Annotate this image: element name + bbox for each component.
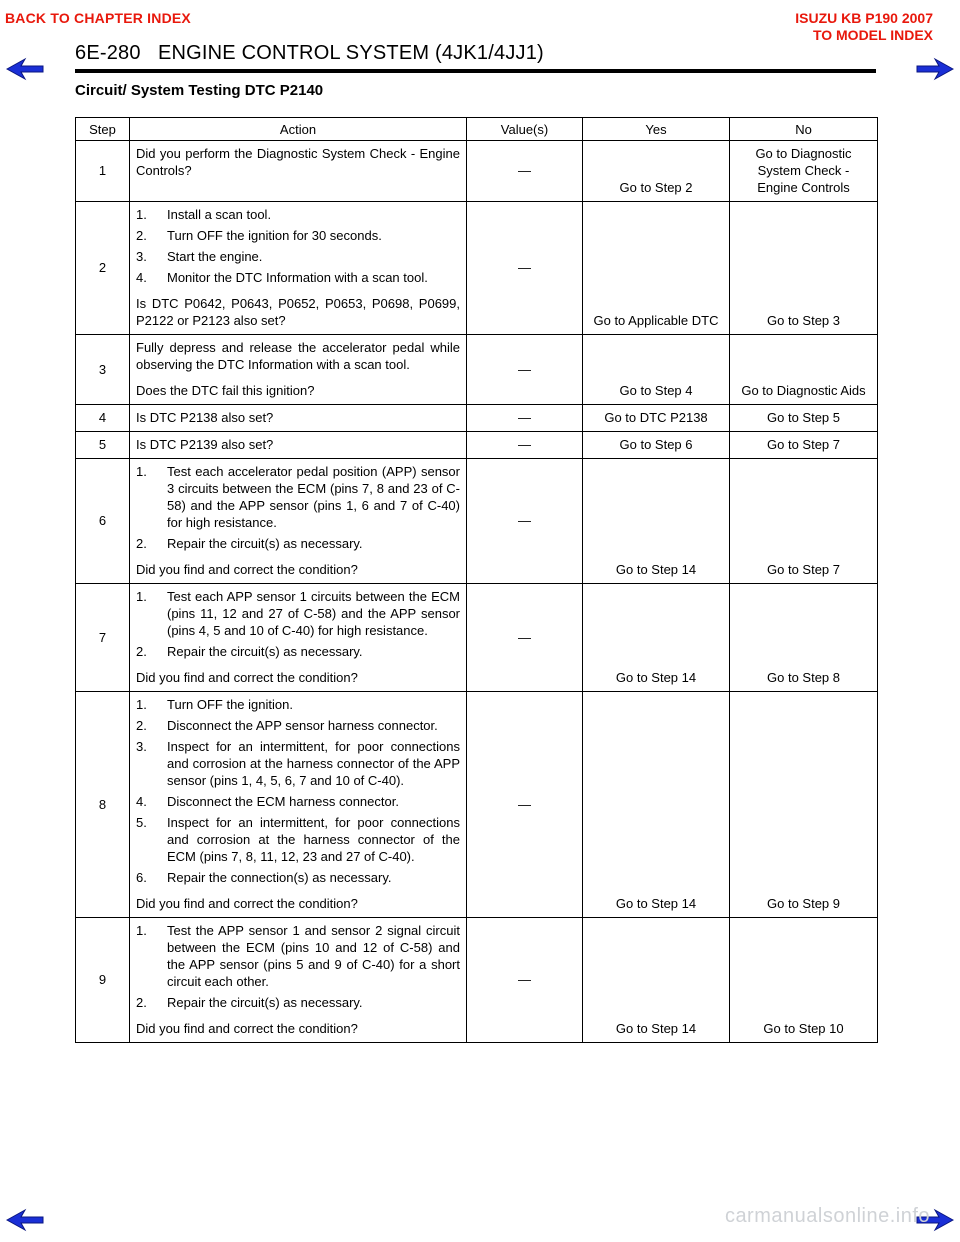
yes-cell: Go to DTC P2138 <box>583 405 730 432</box>
value-cell: — <box>467 405 583 432</box>
yes-cell: Go to Step 14 <box>583 918 730 1043</box>
column-header-yes: Yes <box>583 118 730 141</box>
list-item: 2. Disconnect the APP sensor harness connector. <box>136 718 438 733</box>
action-list <box>136 206 460 286</box>
no-cell: Go to Diagnostic System Check - Engine Controls <box>730 141 878 202</box>
yes-cell: Go to Step 6 <box>583 432 730 459</box>
step-number: 2 <box>76 202 130 335</box>
no-cell: Go to Step 3 <box>730 202 878 335</box>
step-number: 5 <box>76 432 130 459</box>
value-cell: — <box>467 692 583 918</box>
step-number: 7 <box>76 584 130 692</box>
yes-cell: Go to Step 4 <box>583 335 730 405</box>
section-title: Circuit/ System Testing DTC P2140 <box>75 82 324 99</box>
previous-page-arrow-icon[interactable] <box>5 56 45 82</box>
list-item: 1. Test the APP sensor 1 and sensor 2 signal circuit between the ECM (pins 10 and 12 of C-58) and the APP sensor (pins 5 and 9 of C-40) for a short circuit each other. <box>136 923 460 989</box>
list-item: 1. Turn OFF the ignition. <box>136 697 293 712</box>
column-header-values: Value(s) <box>467 118 583 141</box>
column-header-action: Action <box>130 118 467 141</box>
no-cell: Go to Step 10 <box>730 918 878 1043</box>
list-item: 6. Repair the connection(s) as necessary. <box>136 870 392 885</box>
table-row <box>76 335 878 405</box>
action-list <box>136 463 460 552</box>
value-cell: — <box>467 459 583 584</box>
table-row <box>76 432 878 459</box>
action-list <box>136 922 460 1011</box>
action-cell <box>130 141 467 202</box>
action-cell <box>130 459 467 584</box>
list-item: 2. Repair the circuit(s) as necessary. <box>136 536 363 551</box>
action-question: Did you find and correct the condition? <box>136 896 358 911</box>
no-cell: Go to Diagnostic Aids <box>730 335 878 405</box>
step-number: 3 <box>76 335 130 405</box>
table-row <box>76 692 878 918</box>
action-question: Does the DTC fail this ignition? <box>136 383 315 398</box>
to-model-index-link[interactable]: TO MODEL INDEX <box>812 27 933 43</box>
list-item: 2. Repair the circuit(s) as necessary. <box>136 644 363 659</box>
action-cell <box>130 584 467 692</box>
value-cell: — <box>467 141 583 202</box>
action-cell <box>130 432 467 459</box>
table-row <box>76 584 878 692</box>
table-row <box>76 202 878 335</box>
list-item: 4. Monitor the DTC Information with a scan tool. <box>136 270 428 285</box>
previous-page-arrow-bottom-icon[interactable] <box>5 1207 45 1233</box>
step-number: 1 <box>76 141 130 202</box>
action-question: Did you find and correct the condition? <box>136 1021 358 1036</box>
step-number: 8 <box>76 692 130 918</box>
action-cell <box>130 692 467 918</box>
next-page-arrow-icon[interactable] <box>915 56 955 82</box>
list-item: 2. Repair the circuit(s) as necessary. <box>136 995 363 1010</box>
table-row <box>76 141 878 202</box>
list-item: 1. Test each APP sensor 1 circuits between the ECM (pins 11, 12 and 27 of C-58) and the APP sensor (pins 4, 5 and 10 of C-40) for high resistance. <box>136 589 460 638</box>
action-question: Is DTC P2139 also set? <box>136 437 274 452</box>
action-question: Is DTC P2138 also set? <box>136 410 274 425</box>
action-question: Did you find and correct the condition? <box>136 670 358 685</box>
list-item: 5. Inspect for an intermittent, for poor connections and corrosion at the harness connector of the ECM (pins 7, 8, 11, 12, 23 and 27 of C-40). <box>136 815 460 864</box>
action-list <box>136 588 460 660</box>
back-to-chapter-index-link[interactable]: BACK TO CHAPTER INDEX <box>5 10 191 26</box>
no-cell: Go to Step 7 <box>730 459 878 584</box>
action-text: Fully depress and release the accelerator pedal while observing the DTC Information with a scan tool. <box>136 340 460 372</box>
no-cell: Go to Step 9 <box>730 692 878 918</box>
action-cell <box>130 202 467 335</box>
value-cell: — <box>467 584 583 692</box>
action-text: Did you perform the Diagnostic System Check - Engine Controls? <box>136 146 460 178</box>
model-title: ISUZU KB P190 2007 <box>795 10 933 26</box>
action-cell <box>130 405 467 432</box>
step-number: 4 <box>76 405 130 432</box>
watermark: carmanualsonline.info <box>724 1205 930 1227</box>
no-cell: Go to Step 5 <box>730 405 878 432</box>
list-item: 4. Disconnect the ECM harness connector. <box>136 794 399 809</box>
column-header-step: Step <box>76 118 130 141</box>
no-cell: Go to Step 7 <box>730 432 878 459</box>
column-header-no: No <box>730 118 878 141</box>
list-item: 3. Start the engine. <box>136 249 263 264</box>
list-item: 1. Install a scan tool. <box>136 207 272 222</box>
page-header-title: 6E-280 ENGINE CONTROL SYSTEM (4JK1/4JJ1) <box>75 42 544 64</box>
yes-cell: Go to Step 2 <box>583 141 730 202</box>
step-number: 6 <box>76 459 130 584</box>
header-rule <box>75 69 876 73</box>
action-cell <box>130 918 467 1043</box>
model-index-block[interactable] <box>795 10 933 44</box>
table-row <box>76 459 878 584</box>
action-list <box>136 696 460 886</box>
yes-cell: Go to Applicable DTC <box>583 202 730 335</box>
action-question: Did you find and correct the condition? <box>136 562 358 577</box>
list-item: 2. Turn OFF the ignition for 30 seconds. <box>136 228 382 243</box>
step-number: 9 <box>76 918 130 1043</box>
value-cell: — <box>467 202 583 335</box>
list-item: 1. Test each accelerator pedal position (APP) sensor 3 circuits between the ECM (pins 7, 8 and 23 of C-58) and the APP sensor (pins 1, 6 and 7 of C-40) for high resistance. <box>136 464 460 530</box>
table-row <box>76 405 878 432</box>
table-header-row <box>76 118 878 141</box>
yes-cell: Go to Step 14 <box>583 459 730 584</box>
yes-cell: Go to Step 14 <box>583 584 730 692</box>
no-cell: Go to Step 8 <box>730 584 878 692</box>
value-cell: — <box>467 432 583 459</box>
value-cell: — <box>467 918 583 1043</box>
list-item: 3. Inspect for an intermittent, for poor connections and corrosion at the harness connector of the APP sensor (pins 1, 4, 5, 6, 7 and 10 of C-40). <box>136 739 460 788</box>
diagnostic-table <box>75 117 878 1043</box>
action-question: Is DTC P0642, P0643, P0652, P0653, P0698, P0699, P2122 or P2123 also set? <box>136 296 460 328</box>
table-row <box>76 918 878 1043</box>
value-cell: — <box>467 335 583 405</box>
yes-cell: Go to Step 14 <box>583 692 730 918</box>
action-cell <box>130 335 467 405</box>
